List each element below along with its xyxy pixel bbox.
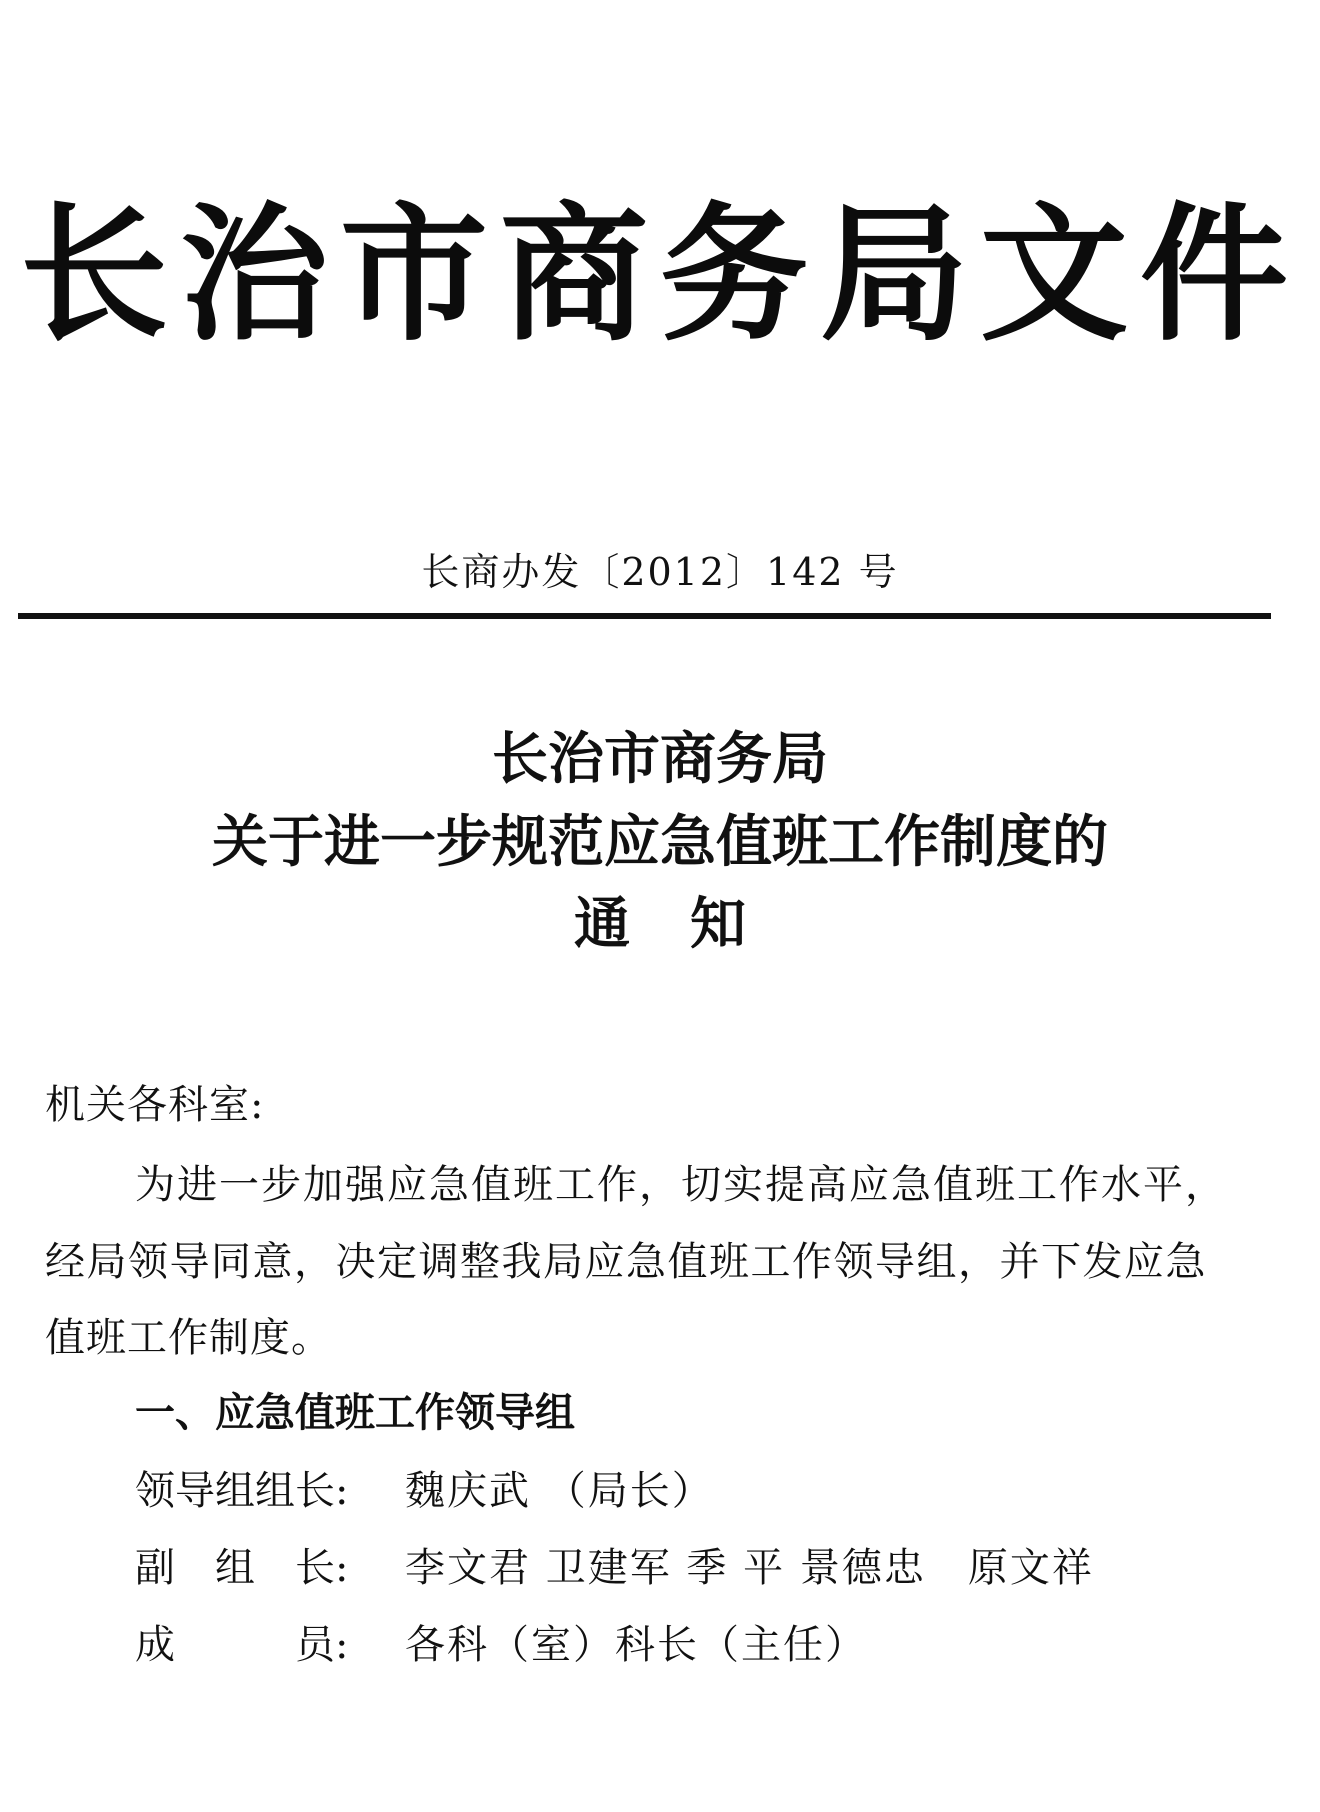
notice-title-line-3: 通知 <box>574 892 806 957</box>
member-value: 魏庆武 （局长） <box>405 1468 714 1514</box>
member-row-members <box>135 1620 867 1670</box>
section-heading: 一、应急值班工作领导组 <box>135 1390 575 1436</box>
member-row-leader <box>135 1466 714 1516</box>
member-label: 成 员: <box>135 1622 349 1668</box>
member-value: 李文君 卫建军 季 平 景德忠 原文祥 <box>405 1545 1094 1591</box>
header-divider-rule <box>18 613 1271 619</box>
paragraph-line-1: 为进一步加强应急值班工作，切实提高应急值班工作水平， <box>135 1162 1227 1208</box>
notice-title-line-1: 长治市商务局 <box>492 727 828 792</box>
member-row-deputy <box>135 1543 1094 1593</box>
masthead-title: 长治市商务局文件 <box>20 189 1300 361</box>
member-label: 副 组 长: <box>135 1545 349 1591</box>
document-number: 长商办发〔2012〕142 号 <box>421 550 899 594</box>
addressee: 机关各科室: <box>45 1082 265 1128</box>
member-label: 领导组组长: <box>135 1468 349 1514</box>
member-value: 各科（室）科长（主任） <box>405 1622 867 1668</box>
paragraph-line-3: 值班工作制度。 <box>45 1315 332 1361</box>
paragraph-line-2: 经局领导同意，决定调整我局应急值班工作领导组，并下发应急 <box>45 1239 1207 1285</box>
notice-title-line-2: 关于进一步规范应急值班工作制度的 <box>212 810 1108 875</box>
